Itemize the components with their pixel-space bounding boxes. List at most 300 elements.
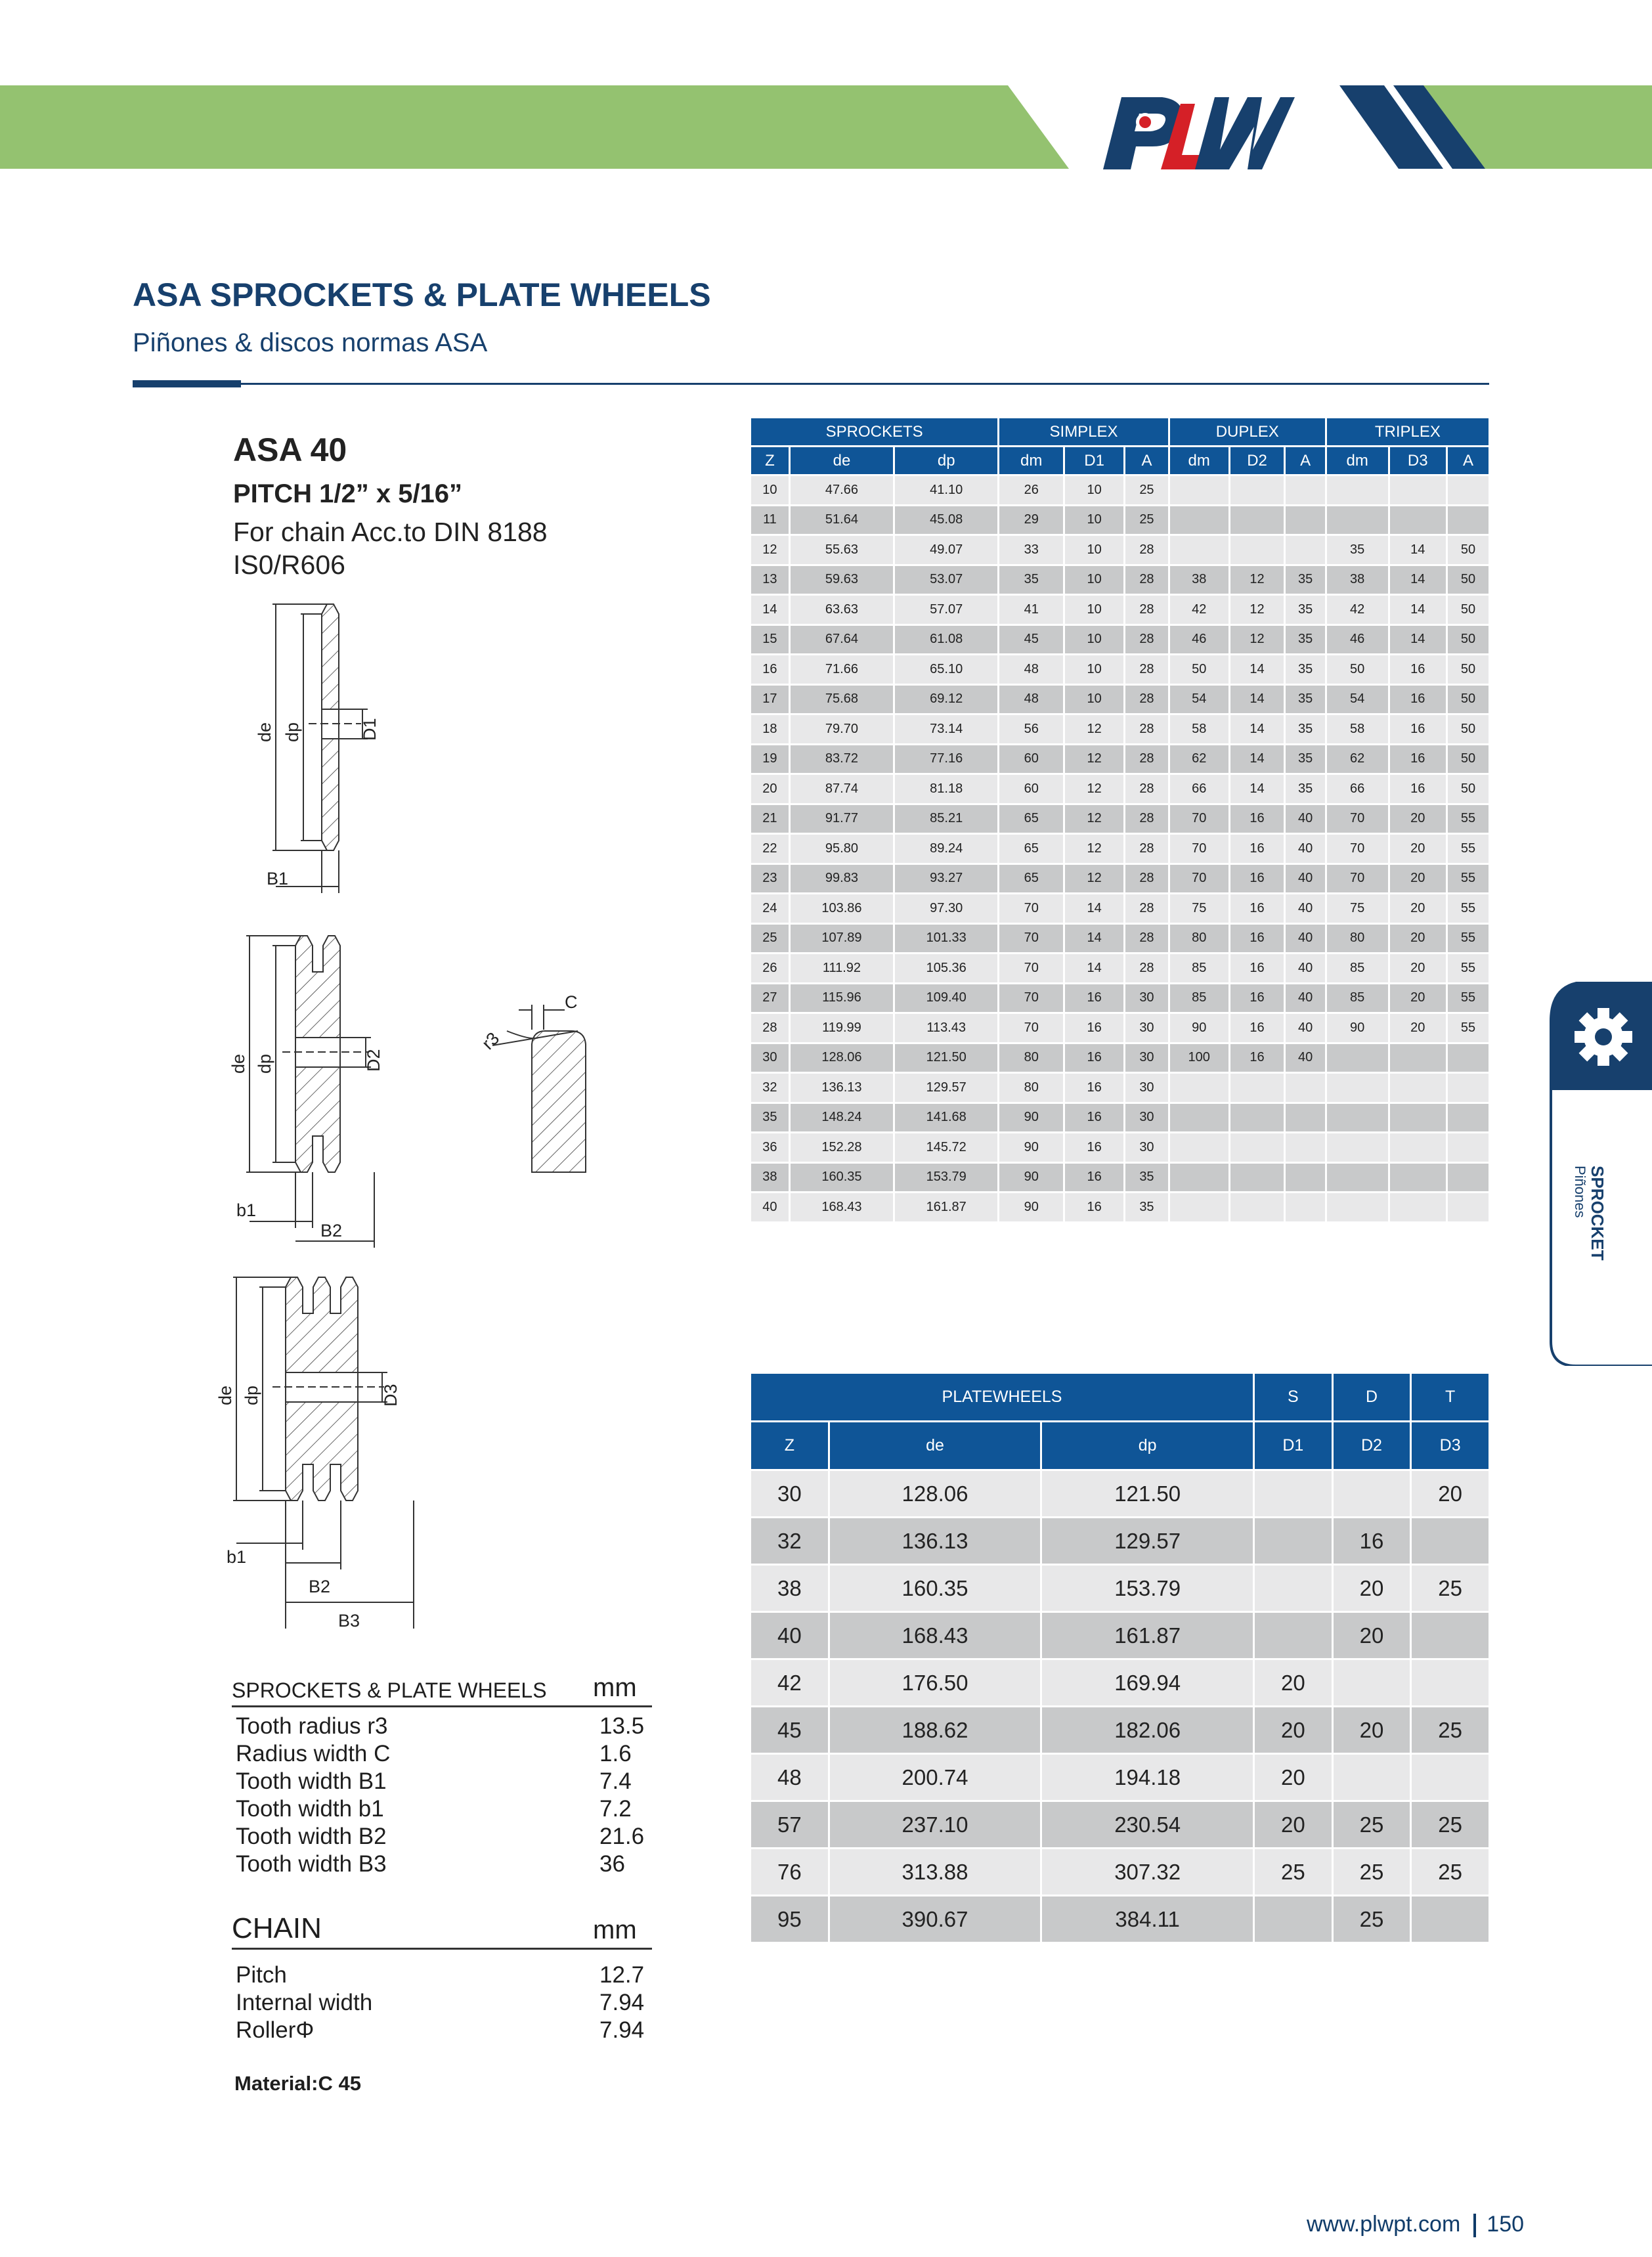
table-cell (1448, 1074, 1489, 1102)
table-cell: 66 (1170, 775, 1228, 803)
table-cell: 16 (1390, 655, 1446, 684)
table-cell: 129.57 (1042, 1518, 1253, 1564)
table-cell (1286, 536, 1324, 564)
table-cell: 20 (1255, 1660, 1332, 1705)
table-cell (1255, 1566, 1332, 1611)
table-cell (1412, 1613, 1489, 1658)
table-cell: 35 (999, 566, 1063, 594)
table-cell: 14 (1065, 954, 1123, 982)
table-cell: 89.24 (895, 835, 997, 863)
table-cell: 16 (751, 655, 789, 684)
table-cell: 60 (999, 745, 1063, 774)
sprocket-specs-unit: mm (593, 1673, 637, 1702)
spec-row (236, 1713, 652, 1740)
table-row (751, 1133, 1489, 1162)
table-cell: 80 (1327, 925, 1388, 953)
table-row (751, 626, 1489, 654)
table-cell: 50 (1327, 655, 1388, 684)
table-cell: 14 (1390, 626, 1446, 654)
table-cell: 14 (1065, 894, 1123, 923)
table-cell: 50 (1448, 745, 1489, 774)
table-cell: 18 (751, 715, 789, 743)
table-cell (1286, 1164, 1324, 1192)
spec-row (236, 1961, 652, 1989)
table-cell: 65 (999, 865, 1063, 893)
table-cell: 390.67 (830, 1896, 1041, 1942)
table-cell: 50 (1448, 626, 1489, 654)
table-cell: 148.24 (791, 1104, 893, 1132)
table-cell: 101.33 (895, 925, 997, 953)
table-cell: 20 (1255, 1755, 1332, 1800)
table-cell: 28 (1125, 566, 1168, 594)
table-cell: 73.14 (895, 715, 997, 743)
table-cell: 90 (999, 1164, 1063, 1192)
table-cell: 70 (1170, 835, 1228, 863)
table-cell: 28 (1125, 835, 1168, 863)
table-cell: 28 (1125, 775, 1168, 803)
table-cell: 16 (1390, 686, 1446, 714)
duplex-dp-label: dp (255, 1053, 274, 1074)
table-cell (1390, 1074, 1446, 1102)
table-row (751, 715, 1489, 743)
platewheels-group-header (751, 1374, 1489, 1420)
table-cell: 56 (999, 715, 1063, 743)
table-cell: 48 (999, 686, 1063, 714)
table-cell: 32 (751, 1074, 789, 1102)
table-cell: 28 (751, 1014, 789, 1042)
table-cell: 115.96 (791, 984, 893, 1013)
group-d: D (1334, 1374, 1410, 1420)
table-cell: 35 (1286, 596, 1324, 624)
table-cell: 46 (1170, 626, 1228, 654)
group-s: S (1255, 1374, 1332, 1420)
table-cell: 69.12 (895, 686, 997, 714)
table-cell: 42 (751, 1660, 828, 1705)
detail-r3-label: r3 (478, 1028, 504, 1054)
table-cell: 237.10 (830, 1802, 1041, 1847)
table-cell: 45.08 (895, 506, 997, 535)
table-cell: 113.43 (895, 1014, 997, 1042)
table-cell: 28 (1125, 865, 1168, 893)
table-cell: 70 (1170, 865, 1228, 893)
table-cell: 111.92 (791, 954, 893, 982)
table-cell: 25 (1412, 1707, 1489, 1753)
table-cell: 384.11 (1042, 1896, 1253, 1942)
table-cell: 61.08 (895, 626, 997, 654)
table-cell: 41.10 (895, 476, 997, 504)
table-cell: 28 (1125, 954, 1168, 982)
footer (1307, 2212, 1524, 2237)
table-row (751, 954, 1489, 982)
table-cell: 12 (1065, 865, 1123, 893)
table-cell: 55 (1448, 954, 1489, 982)
table-cell: 90 (1170, 1014, 1228, 1042)
table-cell: 75 (1327, 894, 1388, 923)
triplex-dp-label: dp (242, 1385, 261, 1405)
table-cell: 70 (999, 954, 1063, 982)
spec-row (236, 1795, 652, 1823)
table-cell (1170, 506, 1228, 535)
table-cell: 47.66 (791, 476, 893, 504)
table-cell: 12 (1065, 775, 1123, 803)
table-cell: 29 (999, 506, 1063, 535)
duplex-de-label: de (228, 1053, 248, 1074)
table-row (751, 1164, 1489, 1192)
table-cell: 66 (1327, 775, 1388, 803)
table-cell: 50 (1448, 596, 1489, 624)
table-cell: 168.43 (830, 1613, 1041, 1658)
table-cell: 16 (1390, 715, 1446, 743)
table-cell: 60 (999, 775, 1063, 803)
col-header: dp (1042, 1422, 1253, 1469)
table-cell: 97.30 (895, 894, 997, 923)
table-cell: 12 (1065, 805, 1123, 833)
table-cell: 169.94 (1042, 1660, 1253, 1705)
table-cell: 105.36 (895, 954, 997, 982)
table-cell: 16 (1334, 1518, 1410, 1564)
table-cell: 90 (999, 1193, 1063, 1221)
table-cell: 25 (1255, 1849, 1332, 1895)
footer-website[interactable]: www.plwpt.com (1307, 2212, 1461, 2237)
chain-specs-title: CHAIN (232, 1912, 322, 1944)
table-cell: 28 (1125, 626, 1168, 654)
col-header: dm (1327, 447, 1388, 474)
table-cell: 10 (1065, 686, 1123, 714)
table-cell: 230.54 (1042, 1802, 1253, 1847)
table-row (751, 1660, 1489, 1705)
table-cell: 55 (1448, 925, 1489, 953)
spec-label: Tooth width B2 (236, 1824, 387, 1849)
table-cell: 28 (1125, 805, 1168, 833)
table-cell: 62 (1327, 745, 1388, 774)
col-header: dm (1170, 447, 1228, 474)
table-cell: 168.43 (791, 1193, 893, 1221)
table-cell: 32 (751, 1518, 828, 1564)
side-tab[interactable] (1550, 982, 1652, 1366)
spec-value: 12.7 (599, 1962, 645, 1988)
table-cell: 20 (751, 775, 789, 803)
table-cell: 109.40 (895, 984, 997, 1013)
simplex-drawing (272, 604, 368, 893)
table-cell (1286, 1074, 1324, 1102)
table-cell: 38 (1170, 566, 1228, 594)
table-row (751, 536, 1489, 564)
triplex-d3-label: D3 (381, 1384, 401, 1407)
table-cell (1390, 1104, 1446, 1132)
table-cell: 48 (751, 1755, 828, 1800)
table-row (751, 1566, 1489, 1611)
table-cell: 59.63 (791, 566, 893, 594)
spec-row (236, 2017, 652, 2044)
sprockets-table (749, 416, 1490, 1223)
table-cell: 76 (751, 1849, 828, 1895)
table-cell (1412, 1660, 1489, 1705)
table-row (751, 805, 1489, 833)
table-cell: 20 (1390, 925, 1446, 953)
triplex-de-label: de (215, 1385, 235, 1405)
col-header: D3 (1390, 447, 1446, 474)
page-subtitle: Piñones & discos normas ASA (133, 328, 488, 357)
table-cell: 11 (751, 506, 789, 535)
table-cell: 83.72 (791, 745, 893, 774)
table-cell: 119.99 (791, 1014, 893, 1042)
table-cell: 30 (751, 1044, 789, 1072)
table-cell: 90 (999, 1104, 1063, 1132)
table-cell: 100 (1170, 1044, 1228, 1072)
table-cell: 194.18 (1042, 1755, 1253, 1800)
table-cell: 35 (1286, 715, 1324, 743)
table-cell: 20 (1255, 1802, 1332, 1847)
spec-row (236, 1768, 652, 1795)
col-header: Z (751, 1422, 828, 1469)
table-row (751, 1471, 1489, 1516)
table-cell (1327, 1044, 1388, 1072)
table-cell: 141.68 (895, 1104, 997, 1132)
table-cell: 80 (1170, 925, 1228, 953)
table-cell: 128.06 (830, 1471, 1041, 1516)
table-cell: 90 (999, 1133, 1063, 1162)
table-cell: 57 (751, 1802, 828, 1847)
table-cell: 16 (1230, 1014, 1284, 1042)
simplex-de-label: de (255, 722, 274, 742)
side-tab-subtitle: Piñones (1572, 1166, 1588, 1218)
table-cell: 85 (1327, 984, 1388, 1013)
table-cell: 30 (1125, 1133, 1168, 1162)
table-cell: 16 (1230, 1044, 1284, 1072)
table-cell: 28 (1125, 596, 1168, 624)
table-cell (1255, 1613, 1332, 1658)
table-cell: 85 (1170, 954, 1228, 982)
table-cell: 16 (1230, 984, 1284, 1013)
table-cell: 20 (1412, 1471, 1489, 1516)
gear-icon (1575, 1008, 1632, 1066)
table-cell: 20 (1390, 835, 1446, 863)
table-row (751, 775, 1489, 803)
table-cell: 70 (999, 894, 1063, 923)
group-sprockets: SPROCKETS (751, 418, 997, 445)
table-cell (1170, 536, 1228, 564)
table-cell (1390, 506, 1446, 535)
table-cell: 307.32 (1042, 1849, 1253, 1895)
table-cell: 182.06 (1042, 1707, 1253, 1753)
table-cell (1286, 506, 1324, 535)
table-cell (1230, 1133, 1284, 1162)
table-cell (1327, 1193, 1388, 1221)
table-cell: 50 (1448, 566, 1489, 594)
table-cell (1448, 1193, 1489, 1221)
table-cell (1334, 1755, 1410, 1800)
table-row (751, 925, 1489, 953)
table-cell: 51.64 (791, 506, 893, 535)
table-cell: 35 (1286, 566, 1324, 594)
table-cell (1390, 1193, 1446, 1221)
table-cell: 25 (1334, 1849, 1410, 1895)
table-cell: 58 (1170, 715, 1228, 743)
group-t: T (1412, 1374, 1489, 1420)
table-cell: 50 (1448, 715, 1489, 743)
table-cell: 12 (1230, 566, 1284, 594)
table-cell: 20 (1334, 1613, 1410, 1658)
table-cell: 103.86 (791, 894, 893, 923)
table-cell: 161.87 (895, 1193, 997, 1221)
table-cell (1327, 1104, 1388, 1132)
table-cell (1170, 476, 1228, 504)
table-cell: 25 (1334, 1896, 1410, 1942)
table-cell: 12 (1065, 715, 1123, 743)
table-cell: 71.66 (791, 655, 893, 684)
table-cell: 40 (1286, 805, 1324, 833)
table-row (751, 1849, 1489, 1895)
table-cell: 107.89 (791, 925, 893, 953)
table-cell: 35 (751, 1104, 789, 1132)
table-row (751, 894, 1489, 923)
table-cell: 20 (1390, 954, 1446, 982)
table-cell: 50 (1448, 536, 1489, 564)
table-cell (1286, 1133, 1324, 1162)
table-row (751, 1193, 1489, 1221)
table-cell: 14 (1230, 655, 1284, 684)
table-cell (1255, 1896, 1332, 1942)
table-cell: 153.79 (1042, 1566, 1253, 1611)
table-cell: 85.21 (895, 805, 997, 833)
col-header: A (1448, 447, 1489, 474)
table-cell: 40 (751, 1193, 789, 1221)
table-cell: 20 (1334, 1566, 1410, 1611)
table-cell: 12 (751, 536, 789, 564)
material-note: Material:C 45 (234, 2072, 361, 2095)
table-cell: 40 (1286, 865, 1324, 893)
table-cell: 90 (1327, 1014, 1388, 1042)
table-row (751, 1014, 1489, 1042)
header-band (0, 0, 1652, 197)
table-cell: 70 (1327, 835, 1388, 863)
table-cell: 70 (1170, 805, 1228, 833)
table-cell: 16 (1065, 1133, 1123, 1162)
table-cell: 16 (1065, 1164, 1123, 1192)
table-cell: 40 (751, 1613, 828, 1658)
table-cell: 14 (1230, 745, 1284, 774)
page-title: ASA SPROCKETS & PLATE WHEELS (133, 276, 711, 313)
triplex-b1-label: b1 (227, 1547, 247, 1567)
table-cell: 70 (999, 925, 1063, 953)
table-cell: 16 (1065, 1104, 1123, 1132)
table-cell: 160.35 (791, 1164, 893, 1192)
table-cell: 176.50 (830, 1660, 1041, 1705)
table-cell: 33 (999, 536, 1063, 564)
table-cell: 28 (1125, 686, 1168, 714)
table-cell (1170, 1104, 1228, 1132)
group-platewheels: PLATEWHEELS (751, 1374, 1253, 1420)
table-cell (1448, 506, 1489, 535)
table-cell: 25 (1412, 1802, 1489, 1847)
sprocket-specs (232, 1673, 652, 1878)
table-row (751, 506, 1489, 535)
table-cell (1334, 1471, 1410, 1516)
table-cell: 15 (751, 626, 789, 654)
group-simplex: SIMPLEX (999, 418, 1167, 445)
table-cell (1448, 1104, 1489, 1132)
table-cell: 161.87 (1042, 1613, 1253, 1658)
table-row (751, 835, 1489, 863)
triplex-drawing (233, 1277, 414, 1629)
spec-row (236, 1740, 652, 1768)
col-header: D3 (1412, 1422, 1489, 1469)
table-cell: 313.88 (830, 1849, 1041, 1895)
table-cell: 14 (1390, 596, 1446, 624)
table-cell: 70 (1327, 865, 1388, 893)
table-cell: 20 (1390, 805, 1446, 833)
table-row (751, 655, 1489, 684)
table-cell (1412, 1755, 1489, 1800)
table-cell: 17 (751, 686, 789, 714)
table-cell: 28 (1125, 536, 1168, 564)
table-cell: 57.07 (895, 596, 997, 624)
table-cell: 80 (999, 1074, 1063, 1102)
table-cell: 16 (1230, 925, 1284, 953)
table-cell (1327, 506, 1388, 535)
sprockets-column-header (751, 447, 1489, 474)
table-cell: 40 (1286, 1044, 1324, 1072)
standard-line-1: For chain Acc.to DIN 8188 (233, 517, 548, 547)
platewheels-column-header (751, 1422, 1489, 1469)
table-cell: 12 (1065, 745, 1123, 774)
table-cell: 38 (1327, 566, 1388, 594)
table-cell: 35 (1286, 745, 1324, 774)
spec-label: Tooth width B3 (236, 1851, 387, 1877)
table-row (751, 596, 1489, 624)
spec-value: 21.6 (599, 1824, 645, 1849)
table-cell (1327, 1074, 1388, 1102)
table-row (751, 1802, 1489, 1847)
table-cell: 35 (1286, 626, 1324, 654)
table-cell (1170, 1074, 1228, 1102)
table-row (751, 1104, 1489, 1132)
table-cell: 58 (1327, 715, 1388, 743)
table-cell (1334, 1660, 1410, 1705)
chain-specs (232, 1912, 652, 2044)
table-cell (1230, 1074, 1284, 1102)
table-cell: 21 (751, 805, 789, 833)
spec-label: Tooth radius r3 (236, 1713, 388, 1739)
footer-separator (1473, 2214, 1476, 2237)
table-cell: 129.57 (895, 1074, 997, 1102)
table-row (751, 566, 1489, 594)
table-cell: 153.79 (895, 1164, 997, 1192)
table-cell: 20 (1334, 1707, 1410, 1753)
table-cell: 79.70 (791, 715, 893, 743)
simplex-d1-label: D1 (360, 718, 380, 741)
simplex-dp-label: dp (282, 722, 302, 742)
table-cell: 41 (999, 596, 1063, 624)
table-row (751, 1518, 1489, 1564)
table-row (751, 984, 1489, 1013)
table-cell (1327, 476, 1388, 504)
table-cell: 65 (999, 805, 1063, 833)
table-cell: 10 (1065, 566, 1123, 594)
table-cell: 49.07 (895, 536, 997, 564)
triplex-b3-label: B3 (338, 1611, 360, 1631)
col-header: D2 (1230, 447, 1284, 474)
table-cell: 28 (1125, 655, 1168, 684)
table-cell (1230, 506, 1284, 535)
table-row (751, 1707, 1489, 1753)
table-cell: 62 (1170, 745, 1228, 774)
table-cell: 160.35 (830, 1566, 1041, 1611)
table-cell (1412, 1896, 1489, 1942)
table-cell: 20 (1255, 1707, 1332, 1753)
table-cell: 28 (1125, 745, 1168, 774)
table-cell: 53.07 (895, 566, 997, 594)
